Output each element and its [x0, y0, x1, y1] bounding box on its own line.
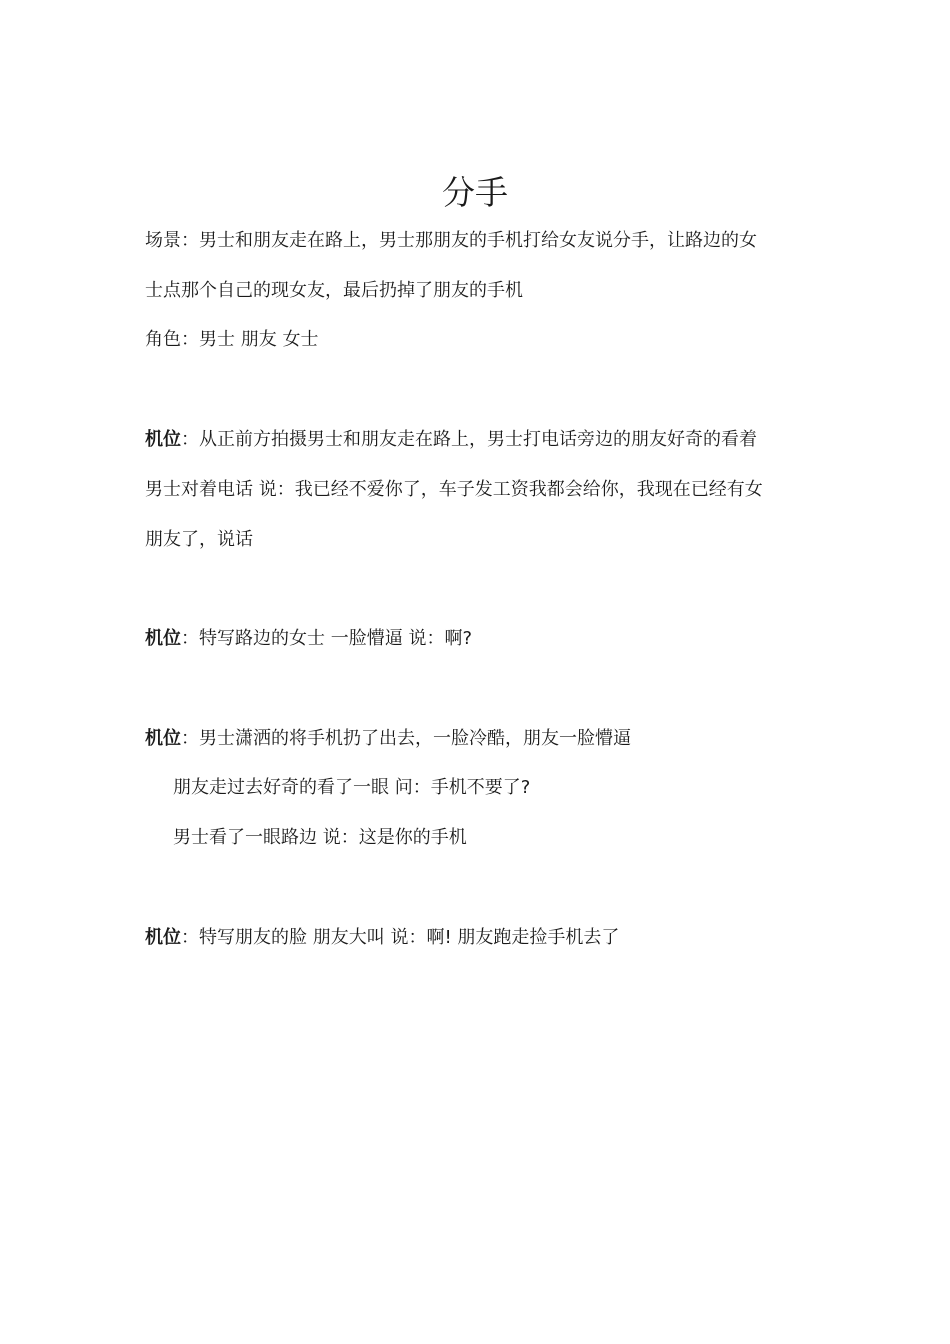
shot-3-line-1 — [145, 725, 631, 753]
shot-3-line-3: 男士看了一眼路边 说：这是你的手机 — [173, 827, 467, 848]
shot-label: 机位 — [145, 628, 181, 649]
shot-label: 机位 — [145, 429, 181, 450]
shot-text: ：特写朋友的脸 朋友大叫 说：啊! 朋友跑走捡手机去了 — [181, 927, 620, 948]
shot-1-line-1 — [145, 426, 757, 454]
shot-1-line-3: 朋友了，说话 — [145, 529, 253, 550]
shot-text: ：男士潇洒的将手机扔了出去，一脸冷酷，朋友一脸懵逼 — [181, 728, 631, 749]
document-title: 分手 — [442, 173, 508, 212]
scene-line-2: 士点那个自己的现女友，最后扔掉了朋友的手机 — [145, 280, 523, 301]
scene-line-1: 场景：男士和朋友走在路上，男士那朋友的手机打给女友说分手，让路边的女 — [145, 230, 757, 251]
shot-3-line-2: 朋友走过去好奇的看了一眼 问：手机不要了? — [173, 777, 531, 798]
shot-label: 机位 — [145, 728, 181, 749]
shot-1-line-2: 男士对着电话 说：我已经不爱你了，车子发工资我都会给你，我现在已经有女 — [145, 479, 763, 500]
roles-line: 角色：男士 朋友 女士 — [145, 329, 319, 350]
shot-4-line-1 — [145, 924, 619, 952]
shot-2-line-1 — [145, 625, 472, 653]
shot-label: 机位 — [145, 927, 181, 948]
shot-text: ：特写路边的女士 一脸懵逼 说：啊? — [181, 628, 472, 649]
shot-text: ：从正前方拍摄男士和朋友走在路上，男士打电话旁边的朋友好奇的看着 — [181, 429, 757, 450]
